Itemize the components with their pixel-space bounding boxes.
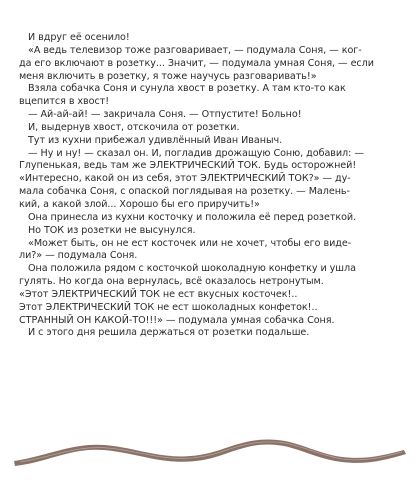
- story-line: — Ну и ну! — сказал он. И, погладив дрожащую Соню, добавил: —: [28, 147, 364, 159]
- story-line: «А ведь телевизор тоже разговаривает, — подумала Соня, — ког-: [28, 44, 362, 56]
- wave-stroke: [14, 439, 406, 466]
- story-line: СТРАННЫЙ ОН КАКОЙ-ТО!!!» — подумала умная собачка Соня.: [19, 314, 335, 326]
- story-line: ли?» — подумала Соня.: [19, 250, 138, 262]
- story-line: — Ай-ай-ай! — закричала Соня. — Отпустите! Больно!: [28, 109, 302, 121]
- story-line: Этот ЭЛЕКТРИЧЕСКИЙ ТОК не ест шоколадных конфеток!..: [19, 301, 318, 313]
- story-line: мала собачка Соня, с опаской поглядывая на розетку. — Малень-: [19, 186, 350, 198]
- wavy-brushstroke-illustration: [0, 428, 416, 476]
- story-line: И, выдернув хвост, отскочила от розетки.: [28, 121, 240, 133]
- story-line: «Интересно, какой он из себя, этот ЭЛЕКТРИЧЕСКИЙ ТОК?» — ду-: [19, 173, 351, 185]
- story-line: «Может быть, он не ест косточек или не хочет, чтобы его виде-: [28, 237, 352, 249]
- story-line: И с этого дня решила держаться от розетки подальше.: [28, 327, 310, 339]
- story-line: Она принесла из кухни косточку и положила её перед розеткой.: [28, 211, 357, 223]
- wave-highlight-stroke: [20, 442, 402, 462]
- story-line: Тут из кухни прибежал удивлённый Иван Иваныч.: [28, 134, 283, 146]
- story-line: Она положила рядом с косточкой шоколадную конфетку и ушла: [28, 263, 356, 275]
- story-line: меня включить в розетку, я тоже научусь разговаривать!»: [19, 70, 317, 82]
- story-line: гулять. Но когда она вернулась, всё оказалось нетронутым.: [19, 276, 324, 288]
- story-line: Взяла собачка Соня и сунула хвост в розетку. А там кто-то как: [28, 83, 346, 95]
- story-line: вцепится в хвост!: [19, 96, 110, 108]
- story-line: «Этот ЭЛЕКТРИЧЕСКИЙ ТОК не ест вкусных косточек!..: [19, 288, 298, 300]
- story-line: да его включают в розетку... Значит, — подумала умная Соня, — если: [19, 57, 374, 69]
- story-line: И вдруг её осенило!: [28, 32, 130, 43]
- story-line: Глупенькая, ведь там же ЭЛЕКТРИЧЕСКИЙ ТОК. Будь осторожней!: [19, 160, 357, 172]
- story-line: кий, а какой злой... Хорошо бы его приручить!»: [19, 198, 260, 210]
- story-text: [19, 32, 403, 340]
- story-line: Но ТОК из розетки не высунулся.: [28, 224, 196, 236]
